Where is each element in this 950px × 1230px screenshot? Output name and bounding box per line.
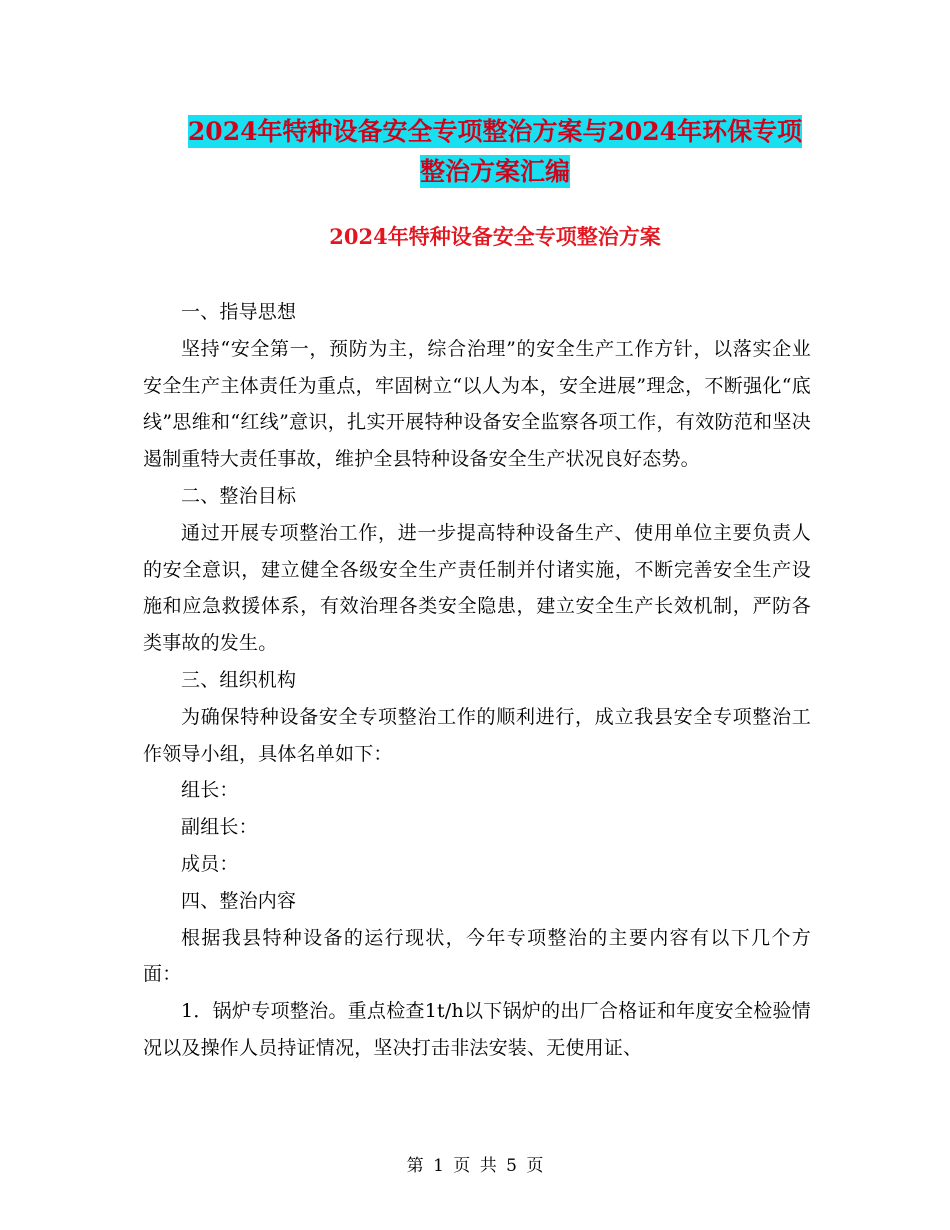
group-leader-line: 组长： (181, 779, 239, 802)
document-body (143, 294, 811, 1067)
page-number-footer: 第 1 页 共 5 页 (406, 1156, 544, 1176)
paragraph-rectification-goals: 通过开展专项整治工作，进一步提高特种设备生产、使用单位主要负责人的安全意识，建立健全各级安全生产责任制并付诸实施，不断完善安全生产设施和应急救援体系，有效治理各类安全隐患，建立安全生产长效机制，严防各类事故的发生。 (143, 521, 811, 655)
members-line: 成员： (181, 852, 239, 875)
title-line-2: 整治方案汇编 (419, 157, 570, 186)
paragraph-guiding-ideology: 坚持“安全第一，预防为主，综合治理”的安全生产工作方针，以落实企业安全生产主体责任为重点，牢固树立“以人为本，安全进展”理念，不断强化“底线”思维和“红线”意识，扎实开展特种设备安全监察各项工作，有效防范和坚决遏制重特大责任事故，维护全县特种设备安全生产状况良好态势。 (143, 337, 811, 471)
heading-guiding-ideology: 一、指导思想 (181, 301, 297, 323)
heading-organization: 三、组织机构 (181, 668, 297, 691)
heading-rectification-goals: 二、整治目标 (181, 484, 297, 507)
deputy-leader-line: 副组长： (181, 816, 258, 839)
document-title (140, 112, 850, 192)
paragraph-organization: 为确保特种设备安全专项整治工作的顺利进行，成立我县安全专项整治工作领导小组，具体名单如下： (143, 705, 811, 765)
title-line-1: 2024年特种设备安全专项整治方案与2024年环保专项 (187, 117, 803, 146)
heading-rectification-content: 四、整治内容 (181, 889, 297, 912)
paragraph-boiler-rectification: 1．锅炉专项整治。重点检查1t/h以下锅炉的出厂合格证和年度安全检验情况以及操作人员持证情况，坚决打击非法安装、无使用证、 (143, 1000, 811, 1059)
section-title: 2024年特种设备安全专项整治方案 (329, 224, 661, 249)
paragraph-rectification-content: 根据我县特种设备的运行现状，今年专项整治的主要内容有以下几个方面： (143, 926, 811, 986)
